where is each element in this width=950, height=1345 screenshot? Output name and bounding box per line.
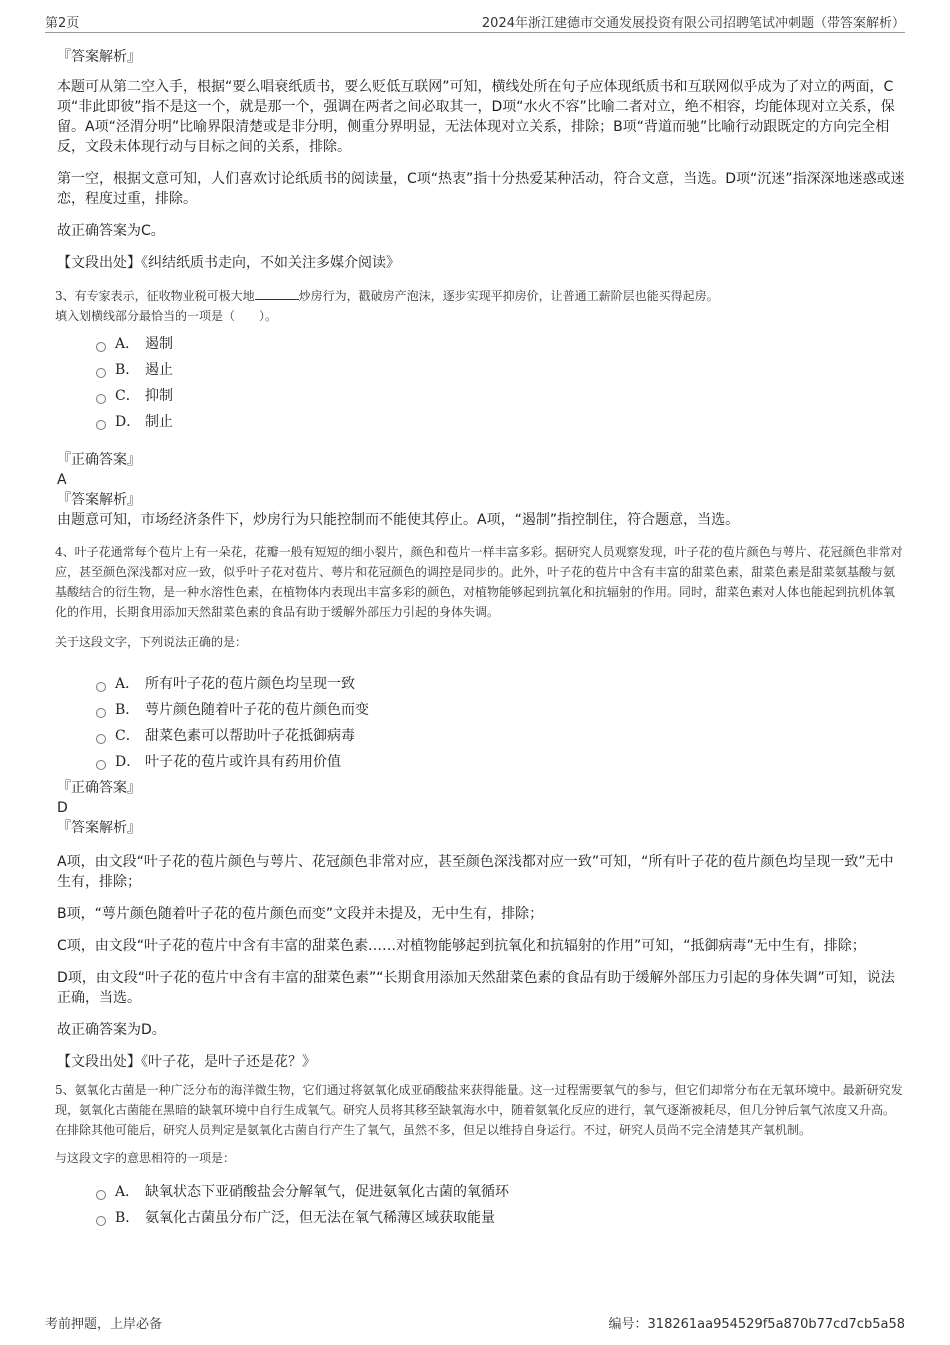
q3-analysis-label: 『答案解析』 bbox=[57, 492, 141, 508]
radio-icon[interactable] bbox=[96, 342, 106, 352]
radio-icon[interactable] bbox=[96, 760, 106, 770]
q2-analysis-label: 『答案解析』 bbox=[57, 49, 141, 65]
page-number: 第2页 bbox=[45, 16, 80, 31]
document-body bbox=[55, 44, 905, 1234]
q2-analysis-p1: 本题可从第二空入手，根据“要么唱衰纸质书，要么贬低互联网”可知，横线处所在句子应体现纸质书和互联网似乎成为了对立的两面，C项“非此即彼”指不是这一个，就是那一个，强调在两者之间必取其一，D项“水火不容”比喻二者对立，绝不相容，均能体现对立关系，保留。A项“泾渭分明”比喻界限清楚或是非分明，侧重分界明显，无法体现对立关系，排除；B项“背道而驰”比喻行动跟既定的方向完全相反，文段未体现行动与目标之间的关系，排除。 bbox=[57, 79, 895, 155]
question-3 bbox=[55, 285, 905, 530]
document-id: 编号：318261aa954529f5a870b77cd7cb5a58 bbox=[608, 1317, 905, 1332]
q5-prompt: 与这段文字的意思相符的一项是： bbox=[55, 1151, 236, 1165]
q4-stem: 4、叶子花通常每个苞片上有一朵花，花瓣一般有短短的细小裂片，颜色和苞片一样丰富多彩。据研究人员观察发现，叶子花的苞片颜色与萼片、花冠颜色非常对应，甚至颜色深浅都对应一致，似乎叶子花对苞片、萼片和花冠颜色的调控是同步的。此外，叶子花的苞片中含有丰富的甜菜色素，甜菜色素是甜菜氨基酸与氨基酸结合的衍生物，是一种水溶性色素，在植物体内表现出丰富多彩的颜色，对植物能够起到抗氧化和抗辐射的作用。同时，甜菜色素对人体也能起到抗机体氧化的作用，长期食用添加天然甜菜色素的食品有助于缓解外部压力引起的身体失调。 bbox=[55, 545, 903, 619]
radio-icon[interactable] bbox=[96, 1216, 106, 1226]
q4-source: 【文段出处】《叶子花，是叶子还是花？》 bbox=[57, 1054, 316, 1070]
q4-analysis-c: C项，由文段“叶子花的苞片中含有丰富的甜菜色素……对植物能够起到抗氧化和抗辐射的作用”可知，“抵御病毒”无中生有，排除； bbox=[57, 938, 866, 954]
question-4 bbox=[55, 542, 905, 1072]
q4-correct-label: 『正确答案』 bbox=[57, 780, 141, 796]
q3-stem bbox=[55, 285, 905, 306]
q4-analysis-b: B项，“萼片颜色随着叶子花的苞片颜色而变”文段并未提及，无中生有，排除； bbox=[57, 906, 544, 922]
document-title: 2024年浙江建德市交通发展投资有限公司招聘笔试冲刺题（带答案解析） bbox=[481, 16, 905, 31]
radio-icon[interactable] bbox=[96, 1190, 106, 1200]
q4-option-d[interactable]: D． 叶子花的苞片或许具有药用价值 bbox=[95, 752, 905, 778]
q4-analysis-d: D项，由文段“叶子花的苞片中含有丰富的甜菜色素”“长期食用添加天然甜菜色素的食品有助于缓解外部压力引起的身体失调”可知，说法正确，当选。 bbox=[57, 970, 895, 1006]
q5-option-a[interactable]: A． 缺氧状态下亚硝酸盐会分解氧气，促进氨氧化古菌的氧循环 bbox=[95, 1182, 905, 1208]
q3-correct-label: 『正确答案』 bbox=[57, 452, 141, 468]
q5-option-b[interactable]: B． 氨氧化古菌虽分布广泛，但无法在氧气稀薄区域获取能量 bbox=[95, 1208, 905, 1234]
radio-icon[interactable] bbox=[96, 708, 106, 718]
question-5 bbox=[55, 1080, 905, 1234]
radio-icon[interactable] bbox=[96, 394, 106, 404]
q2-analysis-p2: 第一空，根据文意可知，人们喜欢讨论纸质书的阅读量，C项“热衷”指十分热爱某种活动，符合文意，当选。D项“沉迷”指深深地迷惑或迷恋，程度过重，排除。 bbox=[57, 171, 905, 207]
q4-prompt: 关于这段文字，下列说法正确的是： bbox=[55, 635, 248, 649]
q2-conclusion: 故正确答案为C。 bbox=[57, 223, 165, 239]
radio-icon[interactable] bbox=[96, 368, 106, 378]
q4-correct-answer: D bbox=[57, 800, 68, 816]
q3-option-a[interactable]: A． 遏制 bbox=[95, 334, 905, 360]
page-header bbox=[45, 12, 905, 33]
q4-analysis-a: A项，由文段“叶子花的苞片颜色与萼片、花冠颜色非常对应，甚至颜色深浅都对应一致”可知，“所有叶子花的苞片颜色均呈现一致”无中生有，排除； bbox=[57, 854, 894, 890]
q3-prompt: 填入划横线部分最恰当的一项是（ ）。 bbox=[55, 309, 278, 323]
q4-option-b[interactable]: B． 萼片颜色随着叶子花的苞片颜色而变 bbox=[95, 700, 905, 726]
radio-icon[interactable] bbox=[96, 420, 106, 430]
q5-stem: 5、氨氧化古菌是一种广泛分布的海洋微生物，它们通过将氨氧化成亚硝酸盐来获得能量。这一过程需要氧气的参与，但它们却常分布在无氧环境中。最新研究发现，氨氧化古菌能在黑暗的缺氧环境中自行生成氧气。研究人员将其移至缺氧海水中，随着氨氧化反应的进行，氧气逐渐被耗尽，但几分钟后氧气浓度又升高。在排除其他可能后，研究人员判定是氨氧化古菌自行产生了氧气，虽然不多，但足以维持自身运行。不过，研究人员尚不完全清楚其产氧机制。 bbox=[55, 1083, 903, 1137]
footer-slogan: 考前押题，上岸必备 bbox=[45, 1317, 163, 1332]
q4-option-a[interactable]: A． 所有叶子花的苞片颜色均呈现一致 bbox=[95, 674, 905, 700]
radio-icon[interactable] bbox=[96, 682, 106, 692]
q3-stem-part-b: 炒房行为，戳破房产泡沫，逐步实现平抑房价，让普通工薪阶层也能买得起房。 bbox=[298, 289, 719, 303]
radio-icon[interactable] bbox=[96, 734, 106, 744]
q3-option-b[interactable]: B． 遏止 bbox=[95, 360, 905, 386]
q4-option-c[interactable]: C． 甜菜色素可以帮助叶子花抵御病毒 bbox=[95, 726, 905, 752]
q4-analysis-label: 『答案解析』 bbox=[57, 820, 141, 836]
q3-blank bbox=[255, 285, 299, 300]
q3-analysis: 由题意可知，市场经济条件下，炒房行为只能控制而不能使其停止。A项，“遏制”指控制住，符合题意，当选。 bbox=[57, 512, 740, 528]
q3-option-c[interactable]: C． 抑制 bbox=[95, 386, 905, 412]
q3-correct-answer: A bbox=[57, 472, 67, 488]
q2-source: 【文段出处】《纠结纸质书走向，不如关注多媒介阅读》 bbox=[57, 255, 400, 271]
q3-stem-part-a: 3、有专家表示，征收物业税可极大地 bbox=[55, 289, 255, 303]
page-footer bbox=[45, 1313, 905, 1333]
q4-conclusion: 故正确答案为D。 bbox=[57, 1022, 166, 1038]
q3-option-d[interactable]: D． 制止 bbox=[95, 412, 905, 438]
